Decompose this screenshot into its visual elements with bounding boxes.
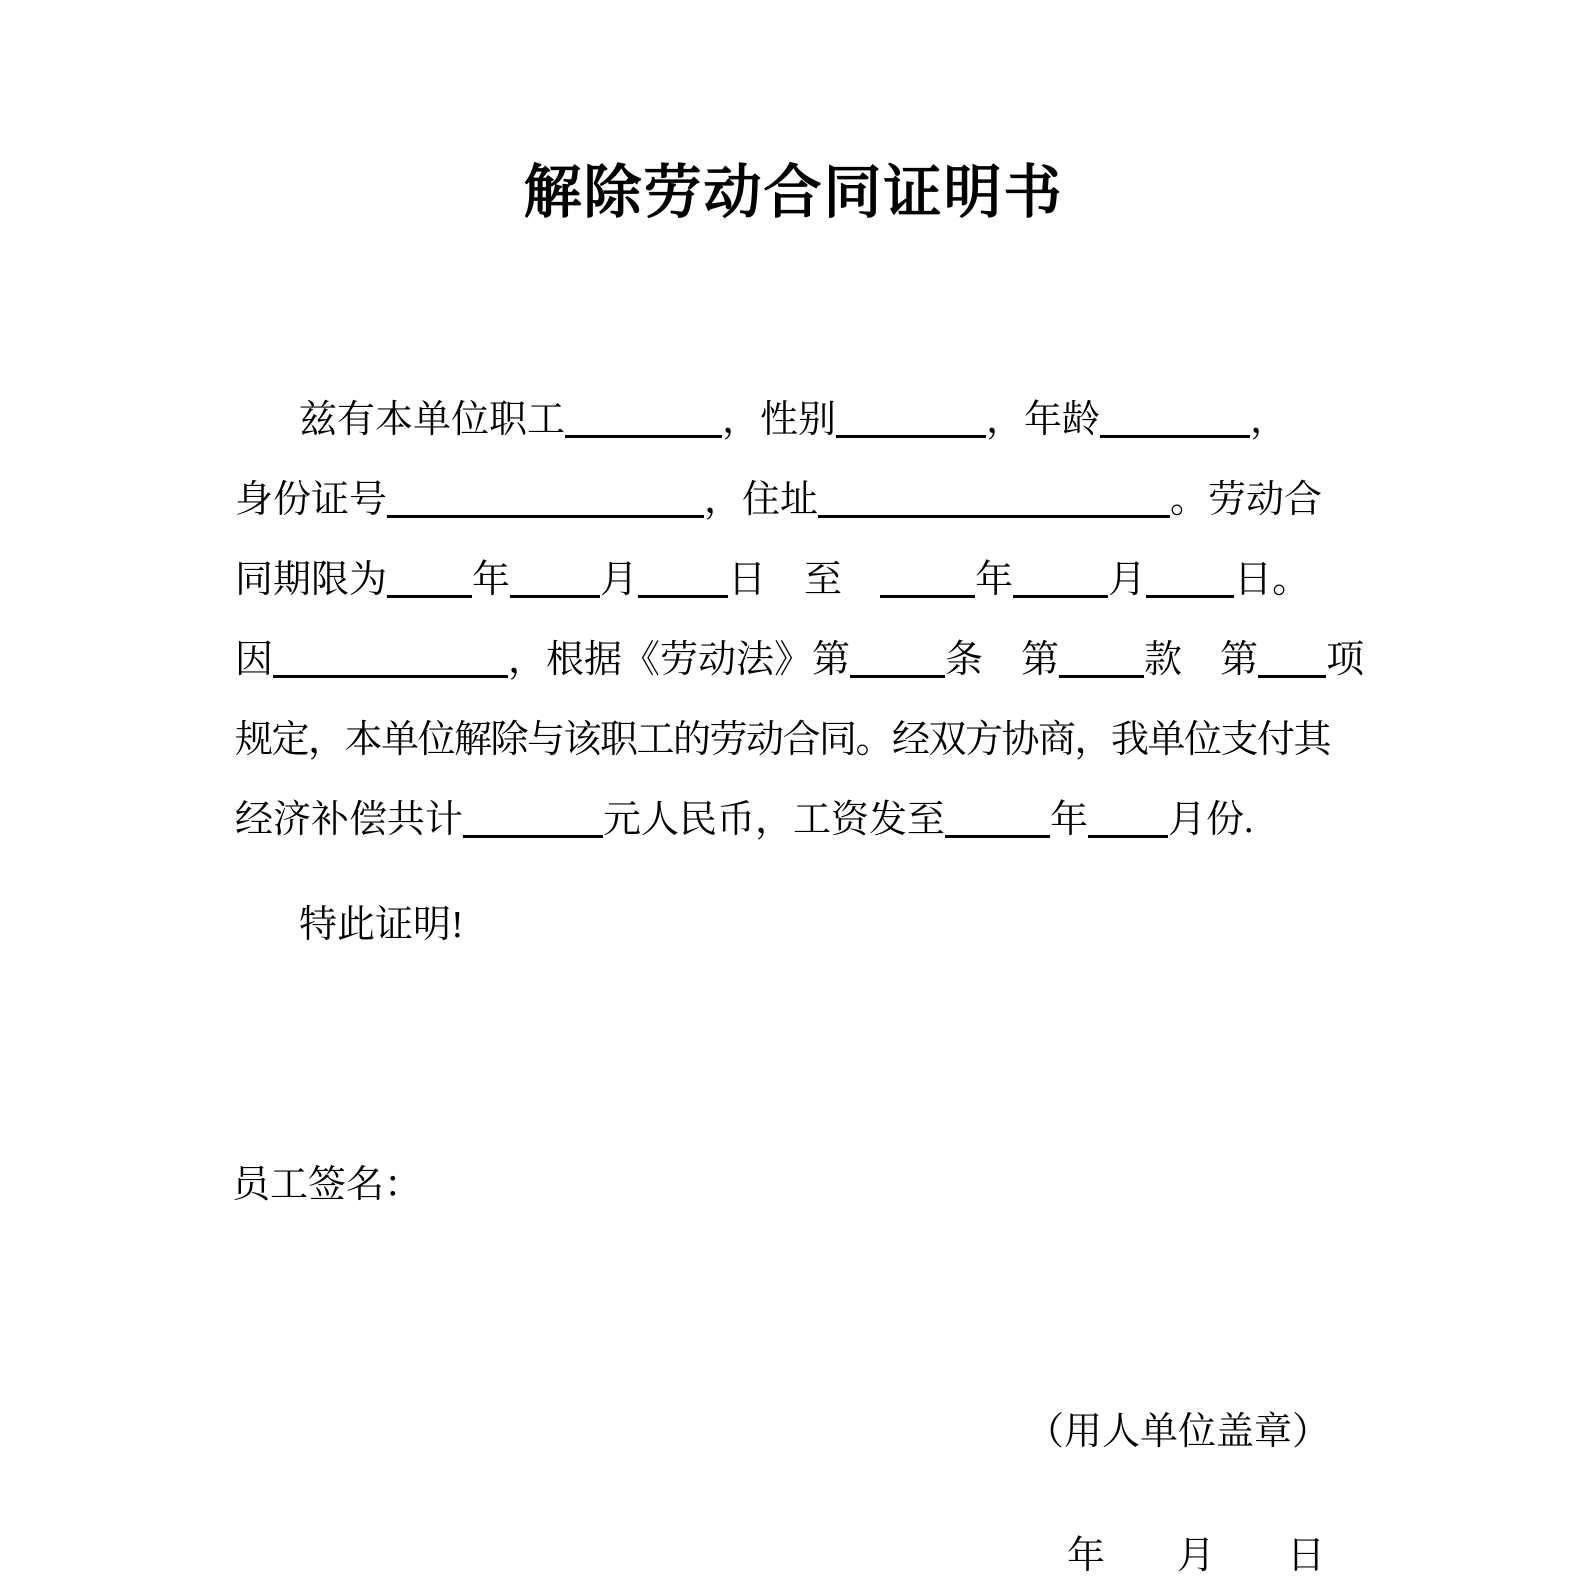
text-article-clause: 条 第 (945, 639, 1060, 681)
document-title: 解除劳动合同证明书 (523, 160, 1064, 225)
blank-end-day (1146, 568, 1234, 598)
date-month-label: 月 (1176, 1535, 1215, 1577)
text-year-2: 年 (975, 559, 1014, 601)
body-line-2 (235, 460, 1345, 540)
blank-wage-month (1088, 808, 1168, 838)
text-id-label: 身份证号 (235, 479, 388, 521)
text-item: 项 (1326, 639, 1365, 681)
blank-compensation-amount (463, 808, 603, 838)
text-age-label: ，年龄 (986, 399, 1101, 441)
text-termination-statement: 规定，本单位解除与该职工的劳动合同。经双方协商，我单位支付其 (235, 719, 1331, 761)
blank-end-month (1013, 568, 1108, 598)
blank-start-day (638, 568, 728, 598)
blank-employee-name (565, 408, 722, 438)
employer-seal-label: （用人单位盖章） (1025, 1411, 1330, 1453)
text-day-to: 日 至 (728, 559, 881, 601)
blank-start-year (387, 568, 472, 598)
date-line (1067, 1516, 1325, 1592)
body-line-4 (235, 620, 1365, 700)
body-line-3 (235, 540, 1345, 620)
text-clause-item: 款 第 (1144, 639, 1259, 681)
date-day-label: 日 (1286, 1535, 1325, 1577)
blank-clause-number (1059, 648, 1144, 678)
text-day-period: 日。 (1234, 559, 1311, 601)
body-line-5 (235, 700, 1345, 780)
body-line-6 (235, 780, 1345, 860)
text-compensation-label: 经济补偿共计 (235, 799, 464, 841)
blank-age (1100, 408, 1250, 438)
text-month-2: 月 (1108, 559, 1147, 601)
employee-signature-label: 员工签名： (232, 1164, 423, 1206)
text-comma: ， (1250, 399, 1289, 441)
text-because: 因 (235, 639, 274, 681)
text-address-label: ，住址 (704, 479, 819, 521)
text-wage-year-label: 年 (1050, 799, 1089, 841)
date-year-label: 年 (1066, 1535, 1105, 1577)
blank-article-number (850, 648, 945, 678)
blank-id-number (387, 488, 704, 518)
blank-end-year (880, 568, 975, 598)
text-year-1: 年 (472, 559, 511, 601)
text-wage-month-label: 月份. (1168, 799, 1254, 841)
blank-wage-year (945, 808, 1050, 838)
document-body (235, 380, 1365, 860)
blank-address (818, 488, 1170, 518)
blank-item-number (1258, 648, 1326, 678)
text-term-label: 同期限为 (235, 559, 388, 601)
blank-gender (836, 408, 986, 438)
blank-start-month (510, 568, 600, 598)
text-employee-intro: 兹有本单位职工 (299, 399, 566, 441)
closing-statement: 特此证明! (299, 904, 464, 946)
text-gender-label: ，性别 (722, 399, 837, 441)
text-wage-paid-until: 元人民币，工资发至 (603, 799, 946, 841)
body-line-1 (235, 380, 1345, 460)
text-law-reference: ，根据《劳动法》第 (508, 639, 851, 681)
text-month-1: 月 (600, 559, 639, 601)
blank-reason (273, 648, 508, 678)
text-contract-intro: 。劳动合 (1170, 479, 1323, 521)
